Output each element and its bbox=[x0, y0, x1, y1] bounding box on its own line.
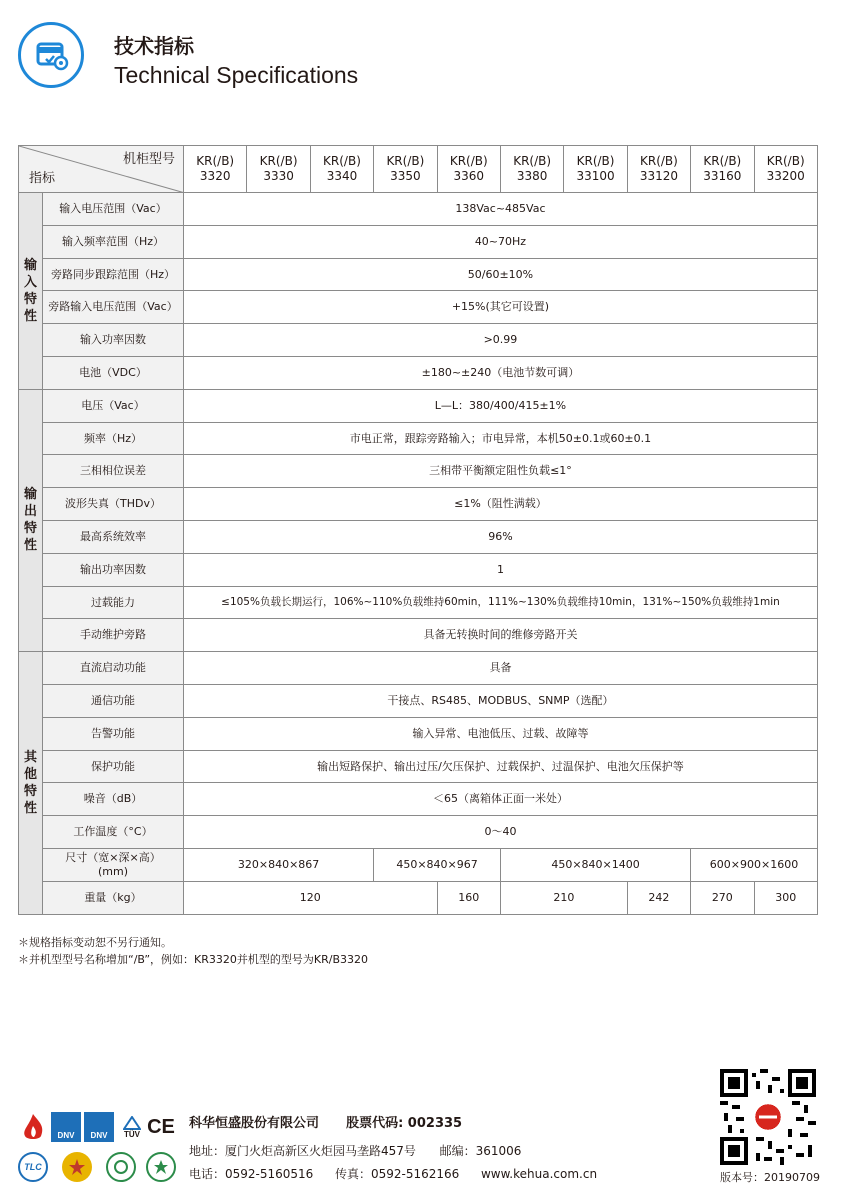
address-line bbox=[189, 1142, 521, 1159]
row-value: ≤105%负载长期运行，106%~110%负载维持60min，111%~130%负载维持10min，131%~150%负载维持1min bbox=[184, 586, 818, 619]
table-row bbox=[19, 520, 818, 553]
tlc-cert-icon: TLC bbox=[18, 1152, 48, 1182]
weight-value: 160 bbox=[437, 881, 500, 914]
corner-model-label: 机柜型号 bbox=[122, 152, 175, 167]
row-value: 市电正常，跟踪旁路输入；市电异常，本机50±0.1或60±0.1 bbox=[184, 422, 818, 455]
model-header: KR(/B) 3350 bbox=[374, 146, 437, 193]
weight-label: 重量（kg） bbox=[43, 881, 184, 914]
page-title-en: Technical Specifications bbox=[114, 62, 359, 88]
table-row bbox=[19, 553, 818, 586]
size-value: 320×840×867 bbox=[184, 848, 374, 881]
table-row bbox=[19, 324, 818, 357]
table-row bbox=[19, 455, 818, 488]
row-value: 干接点、RS485、MODBUS、SNMP（选配） bbox=[184, 684, 818, 717]
row-label: 波形失真（THDv） bbox=[43, 488, 184, 521]
row-label: 保护功能 bbox=[43, 750, 184, 783]
table-row bbox=[19, 422, 818, 455]
footnote: ＊并机型型号名称增加“/B”，例如：KR3320并机型的型号为KR/B3320 bbox=[18, 953, 369, 966]
row-label: 输入频率范围（Hz） bbox=[43, 225, 184, 258]
row-value: 138Vac~485Vac bbox=[184, 193, 818, 226]
size-value: 450×840×967 bbox=[374, 848, 501, 881]
row-value: 40~70Hz bbox=[184, 225, 818, 258]
dnv-cert-icon: DNV bbox=[84, 1112, 114, 1142]
row-value: 三相带平衡额定阻性负载≤1° bbox=[184, 455, 818, 488]
row-value: >0.99 bbox=[184, 324, 818, 357]
row-label: 频率（Hz） bbox=[43, 422, 184, 455]
company-name: 科华恒盛股份有限公司 bbox=[189, 1116, 320, 1131]
page-header bbox=[18, 22, 618, 112]
table-row bbox=[19, 717, 818, 750]
weight-value: 300 bbox=[754, 881, 817, 914]
stock-code: 股票代码: 002335 bbox=[346, 1116, 463, 1131]
qr-code-icon bbox=[720, 1069, 816, 1165]
row-label: 通信功能 bbox=[43, 684, 184, 717]
row-label: 电压（Vac） bbox=[43, 389, 184, 422]
row-label: 最高系统效率 bbox=[43, 520, 184, 553]
page-title-cn: 技术指标 bbox=[114, 34, 194, 58]
table-row bbox=[19, 783, 818, 816]
flame-logo-icon bbox=[18, 1112, 48, 1142]
row-value: 输入异常、电池低压、过载、故障等 bbox=[184, 717, 818, 750]
row-value: ＜65（离箱体正面一米处） bbox=[184, 783, 818, 816]
row-value: L—L：380/400/415±1% bbox=[184, 389, 818, 422]
row-value: 输出短路保护、输出过压/欠压保护、过载保护、过温保护、电池欠压保护等 bbox=[184, 750, 818, 783]
model-header: KR(/B) 33100 bbox=[564, 146, 627, 193]
row-label: 输出功率因数 bbox=[43, 553, 184, 586]
size-value: 600×900×1600 bbox=[691, 848, 818, 881]
model-header: KR(/B) 33200 bbox=[754, 146, 817, 193]
dnv-cert-icon: DNV bbox=[51, 1112, 81, 1142]
row-label: 告警功能 bbox=[43, 717, 184, 750]
row-label: 三相相位误差 bbox=[43, 455, 184, 488]
row-label: 旁路同步跟踪范围（Hz） bbox=[43, 258, 184, 291]
weight-value: 242 bbox=[627, 881, 690, 914]
tuv-cert-icon: TÜV bbox=[117, 1112, 147, 1142]
model-header: KR(/B) 33120 bbox=[627, 146, 690, 193]
footnotes bbox=[18, 934, 368, 968]
group-other: 其他特性 bbox=[19, 652, 43, 914]
row-label: 输入电压范围（Vac） bbox=[43, 193, 184, 226]
table-row bbox=[19, 586, 818, 619]
environment-cert-icon bbox=[146, 1152, 176, 1182]
row-value: 50/60±10% bbox=[184, 258, 818, 291]
address: 地址：厦门火炬高新区火炬园马垄路457号 bbox=[189, 1144, 416, 1158]
table-row bbox=[19, 193, 818, 226]
table-row bbox=[19, 225, 818, 258]
contact-line bbox=[189, 1165, 597, 1182]
model-header: KR(/B) 3320 bbox=[184, 146, 247, 193]
row-value: 96% bbox=[184, 520, 818, 553]
model-header: KR(/B) 3340 bbox=[310, 146, 373, 193]
weight-value: 270 bbox=[691, 881, 754, 914]
postcode: 邮编：361006 bbox=[439, 1144, 522, 1158]
footnote: ＊规格指标变动恕不另行通知。 bbox=[18, 936, 172, 949]
row-value: +15%(其它可设置) bbox=[184, 291, 818, 324]
row-label: 手动维护旁路 bbox=[43, 619, 184, 652]
version-number: 版本号：20190709 bbox=[720, 1171, 820, 1184]
row-label: 输入功率因数 bbox=[43, 324, 184, 357]
table-row bbox=[19, 291, 818, 324]
model-header: KR(/B) 3360 bbox=[437, 146, 500, 193]
website-link[interactable]: www.kehua.com.cn bbox=[480, 1167, 598, 1181]
header-row bbox=[19, 146, 818, 193]
table-row bbox=[19, 684, 818, 717]
certification-logos bbox=[18, 1110, 178, 1185]
table-row bbox=[19, 619, 818, 652]
row-value: 0～40 bbox=[184, 816, 818, 849]
green-cert-icon bbox=[106, 1152, 136, 1182]
table-corner-cell bbox=[19, 146, 184, 193]
model-header: KR(/B) 33160 bbox=[691, 146, 754, 193]
row-label: 噪音（dB） bbox=[43, 783, 184, 816]
size-label: 尺寸（宽×深×高） (mm) bbox=[43, 848, 184, 881]
table-row bbox=[19, 258, 818, 291]
corner-index-label: 指标 bbox=[29, 170, 56, 186]
model-header: KR(/B) 3380 bbox=[500, 146, 563, 193]
ce-mark-icon: CE bbox=[147, 1115, 175, 1138]
row-value: 具备无转换时间的维修旁路开关 bbox=[184, 619, 818, 652]
row-value: 具备 bbox=[184, 652, 818, 685]
row-value: 1 bbox=[184, 553, 818, 586]
spec-logo-icon bbox=[18, 22, 84, 88]
row-label: 旁路输入电压范围（Vac） bbox=[43, 291, 184, 324]
table-row bbox=[19, 816, 818, 849]
row-value: ≤1%（阻性满载） bbox=[184, 488, 818, 521]
weight-value: 120 bbox=[184, 881, 438, 914]
fax: 传真：0592-5162166 bbox=[334, 1167, 460, 1181]
weight-value: 210 bbox=[500, 881, 627, 914]
table-row-weight bbox=[19, 881, 818, 914]
company-line bbox=[189, 1112, 462, 1131]
row-label: 工作温度（°C） bbox=[43, 816, 184, 849]
table-row bbox=[19, 750, 818, 783]
table-row bbox=[19, 652, 818, 685]
row-label: 过载能力 bbox=[43, 586, 184, 619]
size-value: 450×840×1400 bbox=[500, 848, 690, 881]
model-header: KR(/B) 3330 bbox=[247, 146, 310, 193]
row-value: ±180~±240（电池节数可调） bbox=[184, 356, 818, 389]
table-row-size bbox=[19, 848, 818, 881]
group-input: 输入特性 bbox=[19, 193, 43, 390]
group-output: 输出特性 bbox=[19, 389, 43, 651]
row-label: 电池（VDC） bbox=[43, 356, 184, 389]
phone: 电话：0592-5160516 bbox=[189, 1167, 314, 1181]
table-row bbox=[19, 389, 818, 422]
row-label: 直流启动功能 bbox=[43, 652, 184, 685]
spec-table bbox=[18, 145, 818, 915]
quality-award-icon bbox=[62, 1152, 92, 1182]
table-row bbox=[19, 488, 818, 521]
table-row bbox=[19, 356, 818, 389]
